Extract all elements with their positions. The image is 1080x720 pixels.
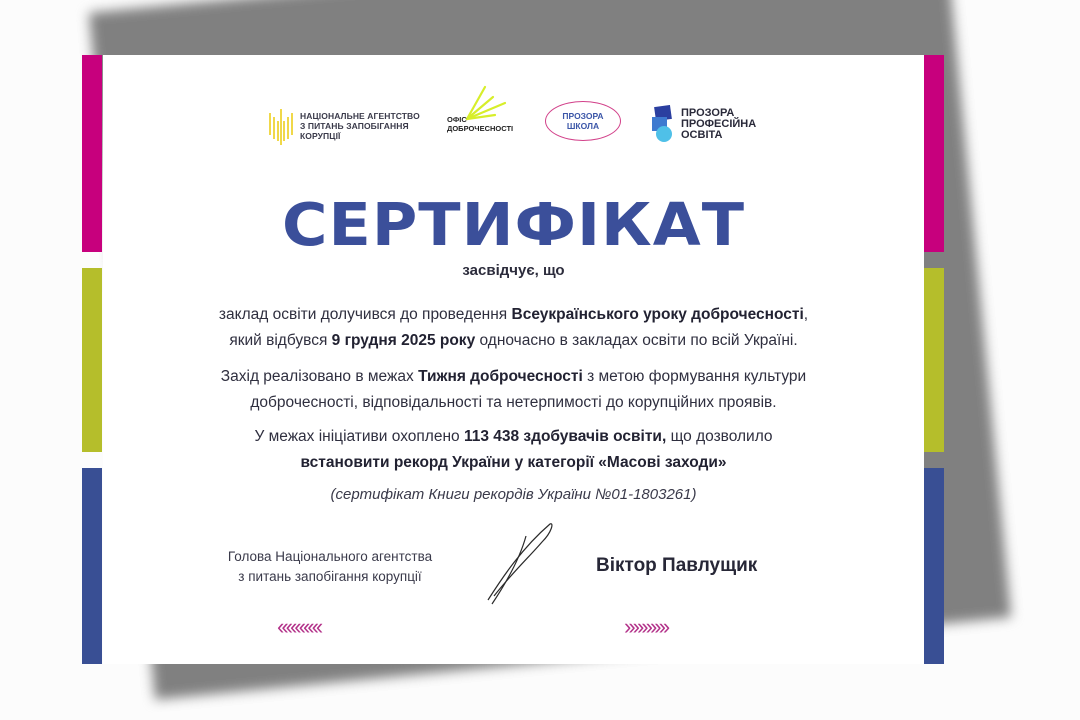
ofis-line2: ДОБРОЧЕСНОСТІ — [447, 124, 514, 133]
p1-text-a: заклад освіти долучився до проведення — [218, 306, 512, 323]
p2-bold-week: Тижня доброчесності — [418, 368, 583, 385]
p2-text-c: з метою формування культури — [582, 368, 807, 385]
left-bar-lime — [82, 268, 102, 452]
right-bar-lime — [924, 268, 944, 452]
left-bar-blue — [82, 468, 102, 664]
trident-icon — [268, 107, 294, 145]
nazk-line1: НАЦІОНАЛЬНЕ АГЕНТСТВО — [300, 111, 420, 121]
signer-name: Віктор Павлущик — [596, 555, 758, 576]
right-chevrons-decor: ›››››››››› — [624, 614, 668, 639]
ppo-line2: ПРОФЕСІЙНА — [681, 117, 757, 130]
prozora-shkola-logo — [543, 99, 623, 145]
role-line1: Голова Національного агентства — [227, 549, 433, 564]
p3-bold-count: 113 438 здобувачів освіти, — [463, 428, 667, 445]
logos-row — [103, 85, 924, 155]
ofis-line1: ОФІС — [447, 115, 467, 124]
ofis-logo — [445, 85, 525, 145]
p1-bold-date: 9 грудня 2025 року — [331, 332, 476, 349]
paragraph-2 — [103, 364, 924, 416]
p3-text-c: що дозволило — [666, 428, 773, 445]
paragraph-3 — [103, 424, 924, 476]
nazk-line2: З ПИТАНЬ ЗАПОБІГАННЯ — [300, 121, 409, 131]
p3-bold-record: встановити рекорд України у категорії «Масові заходи» — [300, 454, 727, 471]
prozora-osvita-logo — [651, 105, 756, 143]
p2-text-d: доброчесності, відповідальності та нетерпимості до корупційних проявів. — [250, 394, 777, 411]
p2-text-a: Захід реалізовано в межах — [220, 368, 419, 385]
left-bar-magenta — [82, 55, 102, 252]
p1-text-f: одночасно в закладах освіти по всій Україні. — [475, 332, 798, 349]
certificate-title: СЕРТИФІКАТ — [282, 189, 745, 260]
p1-bold-event: Всеукраїнського уроку доброчесності — [511, 306, 804, 323]
p1-text-d: який відбувся — [229, 332, 332, 349]
signer-role — [205, 547, 455, 587]
ppo-line1: ПРОЗОРА — [681, 106, 735, 119]
nazk-line3: КОРУПЦІЇ — [300, 131, 341, 141]
record-citation: (сертифікат Книги рекордів України №01-1803261) — [330, 486, 697, 503]
role-line2: з питань запобігання корупції — [238, 569, 422, 584]
certificate-subtitle: засвідчує, що — [462, 262, 565, 279]
p3-text-a: У межах ініціативи охоплено — [254, 428, 464, 445]
right-bar-magenta — [924, 55, 944, 252]
signature-icon — [482, 518, 562, 608]
shapes-icon — [651, 105, 675, 143]
ppo-line3: ОСВІТА — [681, 128, 723, 141]
nazk-logo — [268, 107, 420, 145]
left-chevrons-decor: ‹‹‹‹‹‹‹‹‹‹ — [277, 614, 321, 639]
p1-text-c: , — [803, 306, 809, 323]
pshk-line2: ШКОЛА — [566, 121, 600, 131]
pshk-line1: ПРОЗОРА — [562, 111, 604, 121]
paragraph-1 — [103, 302, 924, 354]
right-bar-blue — [924, 468, 944, 664]
